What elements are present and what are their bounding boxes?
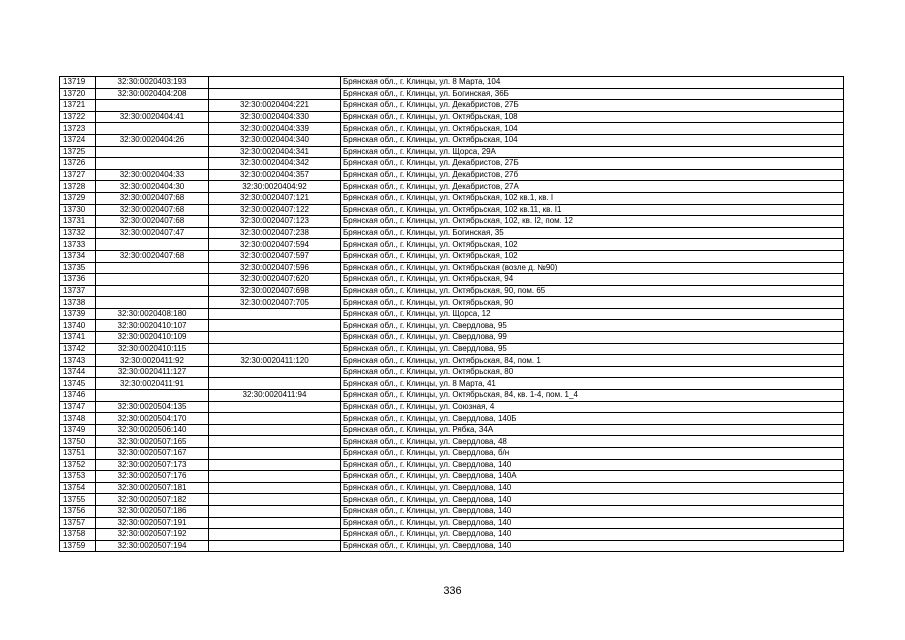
building-cadastral-number-cell — [209, 401, 341, 413]
address-cell: Брянская обл., г. Клинцы, ул. Щорса, 12 — [341, 308, 844, 320]
table-row — [60, 471, 844, 483]
address-cell: Брянская обл., г. Клинцы, ул. Свердлова, 140 — [341, 505, 844, 517]
building-cadastral-number-cell — [209, 529, 341, 541]
row-number-cell: 13726 — [60, 158, 96, 170]
land-cadastral-number-cell: 32:30:0020410:107 — [96, 320, 209, 332]
address-cell: Брянская обл., г. Клинцы, ул. Октябрьская, 104 — [341, 123, 844, 135]
building-cadastral-number-cell: 32:30:0020407:238 — [209, 227, 341, 239]
building-cadastral-number-cell — [209, 366, 341, 378]
building-cadastral-number-cell — [209, 505, 341, 517]
row-number-cell: 13753 — [60, 471, 96, 483]
row-number-cell: 13724 — [60, 134, 96, 146]
land-cadastral-number-cell: 32:30:0020404:26 — [96, 134, 209, 146]
land-cadastral-number-cell — [96, 123, 209, 135]
table-row — [60, 100, 844, 112]
table-row — [60, 239, 844, 251]
land-cadastral-number-cell: 32:30:0020506:140 — [96, 424, 209, 436]
row-number-cell: 13733 — [60, 239, 96, 251]
address-cell: Брянская обл., г. Клинцы, ул. Свердлова, 140 — [341, 517, 844, 529]
land-cadastral-number-cell — [96, 146, 209, 158]
row-number-cell: 13723 — [60, 123, 96, 135]
row-number-cell: 13737 — [60, 285, 96, 297]
building-cadastral-number-cell: 32:30:0020407:698 — [209, 285, 341, 297]
building-cadastral-number-cell — [209, 459, 341, 471]
row-number-cell: 13754 — [60, 482, 96, 494]
table-row — [60, 355, 844, 367]
address-cell: Брянская обл., г. Клинцы, ул. Октябрьская, 104 — [341, 134, 844, 146]
row-number-cell: 13736 — [60, 274, 96, 286]
address-cell: Брянская обл., г. Клинцы, ул. Октябрьская, 90, пом. 65 — [341, 285, 844, 297]
table-row — [60, 216, 844, 228]
address-cell: Брянская обл., г. Клинцы, ул. Октябрьская, 84, кв. 1-4, пом. 1_4 — [341, 390, 844, 402]
table-row — [60, 204, 844, 216]
land-cadastral-number-cell: 32:30:0020507:191 — [96, 517, 209, 529]
address-cell: Брянская обл., г. Клинцы, ул. Декабристов, 27А — [341, 181, 844, 193]
address-cell: Брянская обл., г. Клинцы, ул. Свердлова, б/н — [341, 448, 844, 460]
land-cadastral-number-cell: 32:30:0020411:127 — [96, 366, 209, 378]
building-cadastral-number-cell: 32:30:0020411:94 — [209, 390, 341, 402]
row-number-cell: 13750 — [60, 436, 96, 448]
land-cadastral-number-cell: 32:30:0020404:30 — [96, 181, 209, 193]
address-cell: Брянская обл., г. Клинцы, ул. Щорса, 29А — [341, 146, 844, 158]
address-cell: Брянская обл., г. Клинцы, ул. Свердлова, 48 — [341, 436, 844, 448]
row-number-cell: 13725 — [60, 146, 96, 158]
land-cadastral-number-cell: 32:30:0020407:68 — [96, 216, 209, 228]
building-cadastral-number-cell — [209, 540, 341, 552]
address-cell: Брянская обл., г. Клинцы, ул. Богинская, 36Б — [341, 88, 844, 100]
row-number-cell: 13744 — [60, 366, 96, 378]
land-cadastral-number-cell: 32:30:0020404:208 — [96, 88, 209, 100]
address-cell: Брянская обл., г. Клинцы, ул. Свердлова, 140 — [341, 494, 844, 506]
land-cadastral-number-cell — [96, 158, 209, 170]
row-number-cell: 13735 — [60, 262, 96, 274]
table-row — [60, 134, 844, 146]
row-number-cell: 13722 — [60, 111, 96, 123]
table-row — [60, 482, 844, 494]
land-cadastral-number-cell: 32:30:0020507:165 — [96, 436, 209, 448]
address-cell: Брянская обл., г. Клинцы, ул. Декабристов, 27Б — [341, 100, 844, 112]
property-table-container — [59, 76, 844, 552]
table-row — [60, 77, 844, 89]
address-cell: Брянская обл., г. Клинцы, ул. Свердлова, 95 — [341, 343, 844, 355]
address-cell: Брянская обл., г. Клинцы, ул. Октябрьская, 108 — [341, 111, 844, 123]
land-cadastral-number-cell: 32:30:0020504:135 — [96, 401, 209, 413]
address-cell: Брянская обл., г. Клинцы, ул. Октябрьская, 102 кв.1, кв. I — [341, 192, 844, 204]
land-cadastral-number-cell: 32:30:0020507:182 — [96, 494, 209, 506]
address-cell: Брянская обл., г. Клинцы, ул. Свердлова, 95 — [341, 320, 844, 332]
row-number-cell: 13741 — [60, 332, 96, 344]
building-cadastral-number-cell — [209, 517, 341, 529]
table-row — [60, 459, 844, 471]
address-cell: Брянская обл., г. Клинцы, ул. Свердлова, 140 — [341, 540, 844, 552]
land-cadastral-number-cell — [96, 285, 209, 297]
building-cadastral-number-cell — [209, 494, 341, 506]
row-number-cell: 13739 — [60, 308, 96, 320]
building-cadastral-number-cell: 32:30:0020404:340 — [209, 134, 341, 146]
table-row — [60, 332, 844, 344]
row-number-cell: 13752 — [60, 459, 96, 471]
land-cadastral-number-cell: 32:30:0020507:186 — [96, 505, 209, 517]
row-number-cell: 13747 — [60, 401, 96, 413]
table-row — [60, 123, 844, 135]
address-cell: Брянская обл., г. Клинцы, ул. Октябрьская, 102 — [341, 250, 844, 262]
address-cell: Брянская обл., г. Клинцы, ул. 8 Марта, 41 — [341, 378, 844, 390]
building-cadastral-number-cell — [209, 320, 341, 332]
table-row — [60, 297, 844, 309]
row-number-cell: 13742 — [60, 343, 96, 355]
row-number-cell: 13759 — [60, 540, 96, 552]
row-number-cell: 13729 — [60, 192, 96, 204]
table-row — [60, 366, 844, 378]
land-cadastral-number-cell: 32:30:0020407:68 — [96, 250, 209, 262]
page-number: 336 — [443, 585, 462, 597]
building-cadastral-number-cell: 32:30:0020407:121 — [209, 192, 341, 204]
address-cell: Брянская обл., г. Клинцы, ул. Свердлова, 99 — [341, 332, 844, 344]
land-cadastral-number-cell — [96, 274, 209, 286]
table-row — [60, 262, 844, 274]
table-row — [60, 378, 844, 390]
row-number-cell: 13751 — [60, 448, 96, 460]
address-cell: Брянская обл., г. Клинцы, ул. Рябка, 34А — [341, 424, 844, 436]
table-row — [60, 192, 844, 204]
row-number-cell: 13719 — [60, 77, 96, 89]
table-row — [60, 111, 844, 123]
building-cadastral-number-cell: 32:30:0020404:330 — [209, 111, 341, 123]
land-cadastral-number-cell: 32:30:0020410:109 — [96, 332, 209, 344]
building-cadastral-number-cell: 32:30:0020407:596 — [209, 262, 341, 274]
address-cell: Брянская обл., г. Клинцы, ул. Октябрьская, 102, кв. I2, пом. 12 — [341, 216, 844, 228]
row-number-cell: 13731 — [60, 216, 96, 228]
row-number-cell: 13727 — [60, 169, 96, 181]
table-row — [60, 88, 844, 100]
address-cell: Брянская обл., г. Клинцы, ул. Декабристов, 27Б — [341, 158, 844, 170]
table-row — [60, 181, 844, 193]
land-cadastral-number-cell: 32:30:0020507:176 — [96, 471, 209, 483]
table-row — [60, 529, 844, 541]
row-number-cell: 13755 — [60, 494, 96, 506]
building-cadastral-number-cell — [209, 471, 341, 483]
table-row — [60, 146, 844, 158]
address-cell: Брянская обл., г. Клинцы, ул. Октябрьская, 84, пом. 1 — [341, 355, 844, 367]
table-row — [60, 308, 844, 320]
building-cadastral-number-cell: 32:30:0020407:122 — [209, 204, 341, 216]
land-cadastral-number-cell — [96, 390, 209, 402]
table-row — [60, 436, 844, 448]
building-cadastral-number-cell — [209, 332, 341, 344]
building-cadastral-number-cell — [209, 424, 341, 436]
address-cell: Брянская обл., г. Клинцы, ул. Октябрьская, 80 — [341, 366, 844, 378]
building-cadastral-number-cell — [209, 413, 341, 425]
address-cell: Брянская обл., г. Клинцы, ул. Декабристов, 27б — [341, 169, 844, 181]
building-cadastral-number-cell: 32:30:0020404:339 — [209, 123, 341, 135]
address-cell: Брянская обл., г. Клинцы, ул. Октябрьская, 94 — [341, 274, 844, 286]
land-cadastral-number-cell — [96, 262, 209, 274]
table-row — [60, 158, 844, 170]
address-cell: Брянская обл., г. Клинцы, ул. Свердлова, 140 — [341, 529, 844, 541]
building-cadastral-number-cell: 32:30:0020404:341 — [209, 146, 341, 158]
land-cadastral-number-cell: 32:30:0020407:47 — [96, 227, 209, 239]
land-cadastral-number-cell: 32:30:0020507:181 — [96, 482, 209, 494]
building-cadastral-number-cell — [209, 77, 341, 89]
address-cell: Брянская обл., г. Клинцы, ул. Свердлова, 140Б — [341, 413, 844, 425]
building-cadastral-number-cell — [209, 436, 341, 448]
building-cadastral-number-cell: 32:30:0020407:597 — [209, 250, 341, 262]
row-number-cell: 13757 — [60, 517, 96, 529]
building-cadastral-number-cell: 32:30:0020411:120 — [209, 355, 341, 367]
land-cadastral-number-cell — [96, 297, 209, 309]
building-cadastral-number-cell: 32:30:0020407:705 — [209, 297, 341, 309]
land-cadastral-number-cell: 32:30:0020507:167 — [96, 448, 209, 460]
address-cell: Брянская обл., г. Клинцы, ул. Свердлова, 140А — [341, 471, 844, 483]
land-cadastral-number-cell: 32:30:0020410:115 — [96, 343, 209, 355]
building-cadastral-number-cell — [209, 308, 341, 320]
building-cadastral-number-cell: 32:30:0020404:357 — [209, 169, 341, 181]
table-row — [60, 424, 844, 436]
land-cadastral-number-cell: 32:30:0020507:173 — [96, 459, 209, 471]
row-number-cell: 13738 — [60, 297, 96, 309]
address-cell: Брянская обл., г. Клинцы, ул. Свердлова, 140 — [341, 459, 844, 471]
building-cadastral-number-cell — [209, 378, 341, 390]
building-cadastral-number-cell: 32:30:0020404:342 — [209, 158, 341, 170]
table-row — [60, 274, 844, 286]
table-row — [60, 227, 844, 239]
land-cadastral-number-cell: 32:30:0020404:33 — [96, 169, 209, 181]
land-cadastral-number-cell — [96, 100, 209, 112]
table-row — [60, 413, 844, 425]
row-number-cell: 13758 — [60, 529, 96, 541]
table-row — [60, 505, 844, 517]
row-number-cell: 13743 — [60, 355, 96, 367]
table-row — [60, 401, 844, 413]
building-cadastral-number-cell — [209, 482, 341, 494]
address-cell: Брянская обл., г. Клинцы, ул. Октябрьская, 102 — [341, 239, 844, 251]
row-number-cell: 13732 — [60, 227, 96, 239]
land-cadastral-number-cell: 32:30:0020407:68 — [96, 204, 209, 216]
land-cadastral-number-cell: 32:30:0020507:192 — [96, 529, 209, 541]
table-row — [60, 540, 844, 552]
property-table — [59, 76, 844, 552]
building-cadastral-number-cell — [209, 88, 341, 100]
row-number-cell: 13756 — [60, 505, 96, 517]
address-cell: Брянская обл., г. Клинцы, ул. Октябрьская, 102 кв.11, кв. I1 — [341, 204, 844, 216]
row-number-cell: 13721 — [60, 100, 96, 112]
row-number-cell: 13745 — [60, 378, 96, 390]
table-row — [60, 343, 844, 355]
address-cell: Брянская обл., г. Клинцы, ул. 8 Марта, 104 — [341, 77, 844, 89]
address-cell: Брянская обл., г. Клинцы, ул. Октябрьская, 90 — [341, 297, 844, 309]
building-cadastral-number-cell: 32:30:0020407:620 — [209, 274, 341, 286]
address-cell: Брянская обл., г. Клинцы, ул. Союзная, 4 — [341, 401, 844, 413]
building-cadastral-number-cell — [209, 343, 341, 355]
table-row — [60, 320, 844, 332]
table-row — [60, 285, 844, 297]
row-number-cell: 13720 — [60, 88, 96, 100]
table-row — [60, 250, 844, 262]
land-cadastral-number-cell: 32:30:0020411:91 — [96, 378, 209, 390]
land-cadastral-number-cell — [96, 239, 209, 251]
land-cadastral-number-cell: 32:30:0020507:194 — [96, 540, 209, 552]
table-row — [60, 169, 844, 181]
address-cell: Брянская обл., г. Клинцы, ул. Свердлова, 140 — [341, 482, 844, 494]
land-cadastral-number-cell: 32:30:0020408:180 — [96, 308, 209, 320]
land-cadastral-number-cell: 32:30:0020404:41 — [96, 111, 209, 123]
row-number-cell: 13734 — [60, 250, 96, 262]
table-row — [60, 448, 844, 460]
row-number-cell: 13749 — [60, 424, 96, 436]
land-cadastral-number-cell: 32:30:0020407:68 — [96, 192, 209, 204]
table-row — [60, 517, 844, 529]
row-number-cell: 13728 — [60, 181, 96, 193]
building-cadastral-number-cell — [209, 448, 341, 460]
building-cadastral-number-cell: 32:30:0020407:594 — [209, 239, 341, 251]
table-row — [60, 390, 844, 402]
row-number-cell: 13730 — [60, 204, 96, 216]
land-cadastral-number-cell: 32:30:0020411:92 — [96, 355, 209, 367]
row-number-cell: 13740 — [60, 320, 96, 332]
building-cadastral-number-cell: 32:30:0020407:123 — [209, 216, 341, 228]
address-cell: Брянская обл., г. Клинцы, ул. Октябрьская (возле д. №90) — [341, 262, 844, 274]
building-cadastral-number-cell: 32:30:0020404:92 — [209, 181, 341, 193]
table-body — [60, 77, 844, 552]
land-cadastral-number-cell: 32:30:0020403:193 — [96, 77, 209, 89]
address-cell: Брянская обл., г. Клинцы, ул. Богинская, 35 — [341, 227, 844, 239]
row-number-cell: 13748 — [60, 413, 96, 425]
building-cadastral-number-cell: 32:30:0020404:221 — [209, 100, 341, 112]
table-row — [60, 494, 844, 506]
row-number-cell: 13746 — [60, 390, 96, 402]
land-cadastral-number-cell: 32:30:0020504:170 — [96, 413, 209, 425]
